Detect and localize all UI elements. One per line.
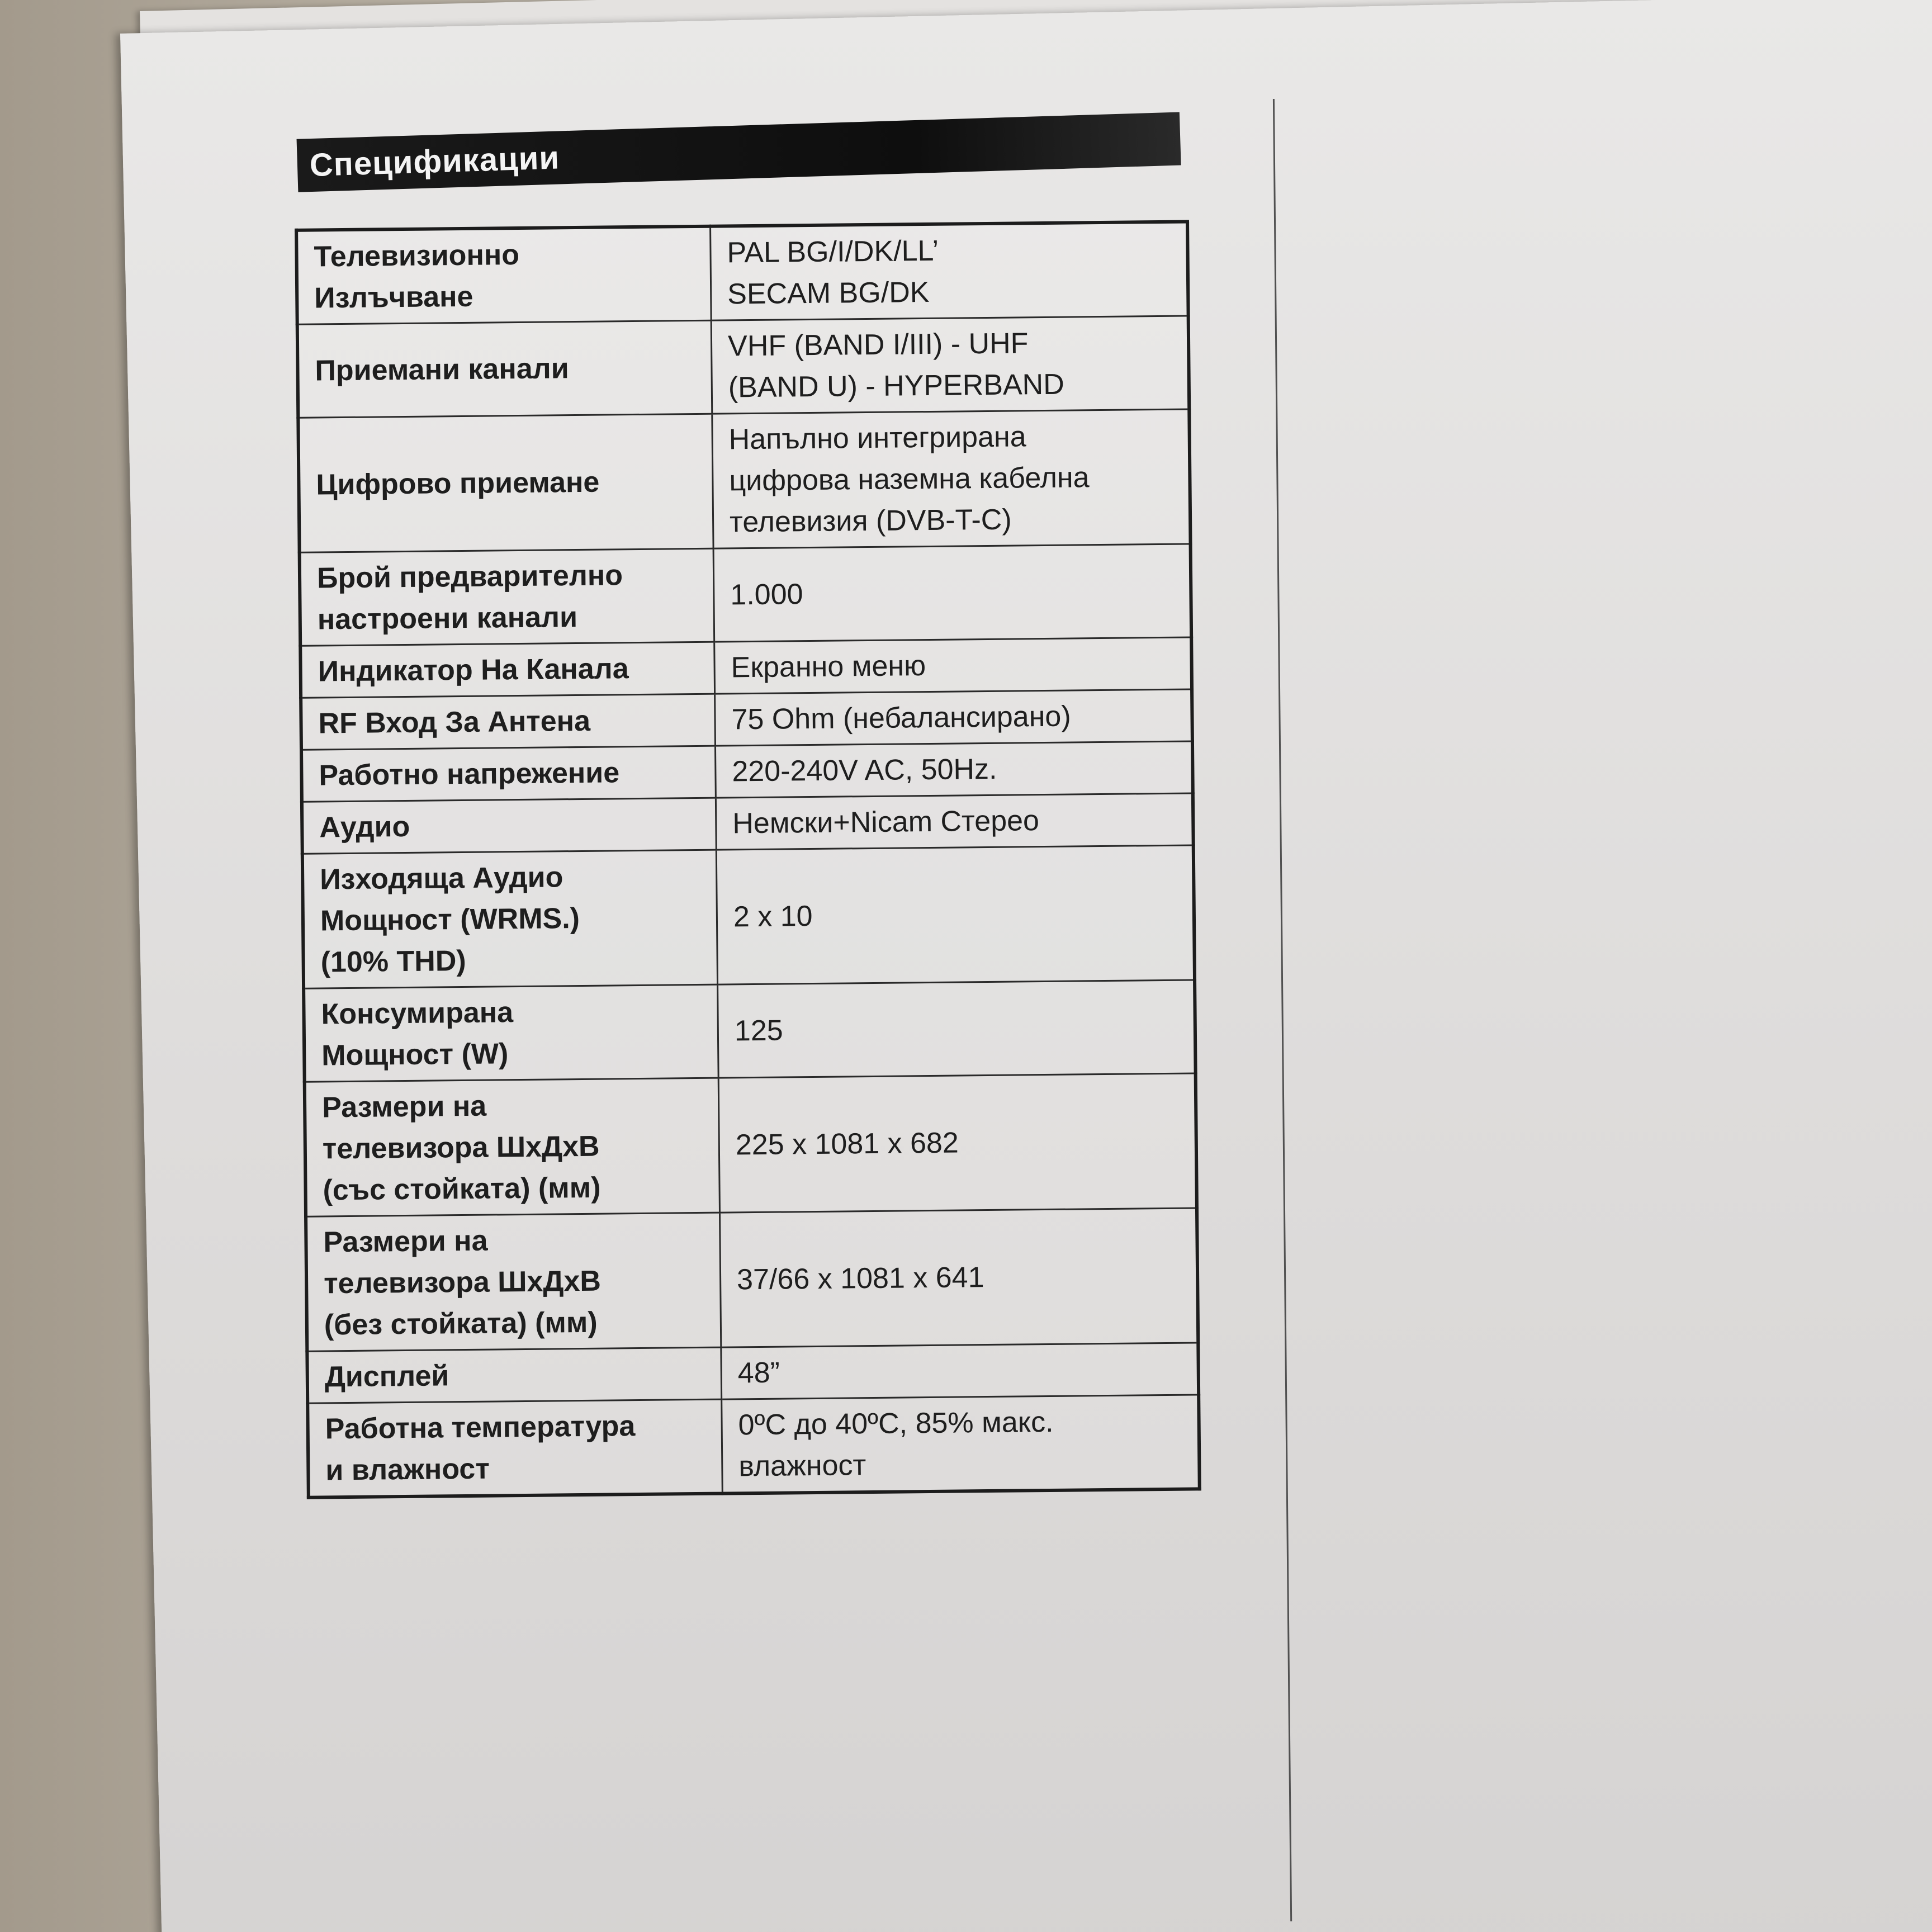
spec-row: [306, 1208, 1198, 1351]
spec-value: 75 Ohm (небалансирано): [715, 689, 1192, 746]
spec-label: Приемани канали: [297, 320, 712, 418]
spec-label: Работно напрежение: [301, 746, 716, 802]
spec-row: [301, 741, 1193, 802]
spec-row: [307, 1343, 1199, 1403]
spec-label: Изходяща Аудио Мощност (WRMS.) (10% THD): [302, 850, 718, 988]
spec-label: Консумирана Мощност (W): [304, 984, 718, 1082]
spec-value: 125: [718, 980, 1196, 1078]
spec-label: Индикатор На Канала: [300, 642, 714, 698]
spec-row: [302, 845, 1195, 988]
spec-value: 1.000: [713, 544, 1191, 642]
spec-row: [305, 1073, 1197, 1216]
spec-value: 225 x 1081 x 682: [718, 1073, 1197, 1213]
spec-label: Дисплей: [307, 1347, 721, 1403]
spec-table: [295, 220, 1201, 1499]
spec-value: Немски+Nicam Стерео: [716, 793, 1193, 850]
spec-value: PAL BG/I/DK/LL’ SECAM BG/DK: [711, 222, 1188, 321]
spec-label: Размери на телевизора ШхДхВ (със стойката) (мм): [305, 1078, 720, 1216]
spec-value: 48”: [721, 1343, 1199, 1399]
section-title: Спецификации: [297, 112, 1181, 192]
spec-label: Размери на телевизора ШхДхВ (без стойката) (мм): [306, 1213, 721, 1351]
spec-label: Работна температура и влажност: [307, 1399, 722, 1498]
spec-row: [302, 793, 1194, 854]
spec-label: Телевизионно Излъчване: [296, 226, 711, 325]
spec-row: [301, 689, 1192, 750]
spec-value: 2 x 10: [716, 845, 1195, 984]
spec-row: [300, 637, 1192, 698]
spec-row: [296, 222, 1188, 325]
spec-label: RF Вход За Антена: [301, 694, 715, 750]
spec-label: Брой предварително настроени канали: [300, 548, 714, 646]
spec-label: Аудио: [302, 798, 716, 854]
spec-row: [297, 316, 1190, 418]
spec-row: [307, 1395, 1200, 1498]
spec-label: Цифрово приемане: [298, 414, 713, 552]
spec-value: 220-240V AC, 50Hz.: [715, 741, 1192, 798]
spec-value: VHF (BAND I/III) - UHF (BAND U) - HYPERBAND: [711, 316, 1189, 414]
spec-value: Екранно меню: [714, 637, 1192, 694]
spec-value: Напълно интегрирана цифрова наземна кабелна телевизия (DVB-T-C): [712, 409, 1191, 548]
spec-row: [304, 980, 1196, 1082]
spec-value: 0ºC до 40ºC, 85% макс. влажност: [722, 1395, 1200, 1494]
spec-value: 37/66 x 1081 x 641: [719, 1208, 1198, 1347]
spec-row: [298, 409, 1190, 552]
spec-table-body: [296, 222, 1200, 1498]
spec-row: [300, 544, 1192, 646]
